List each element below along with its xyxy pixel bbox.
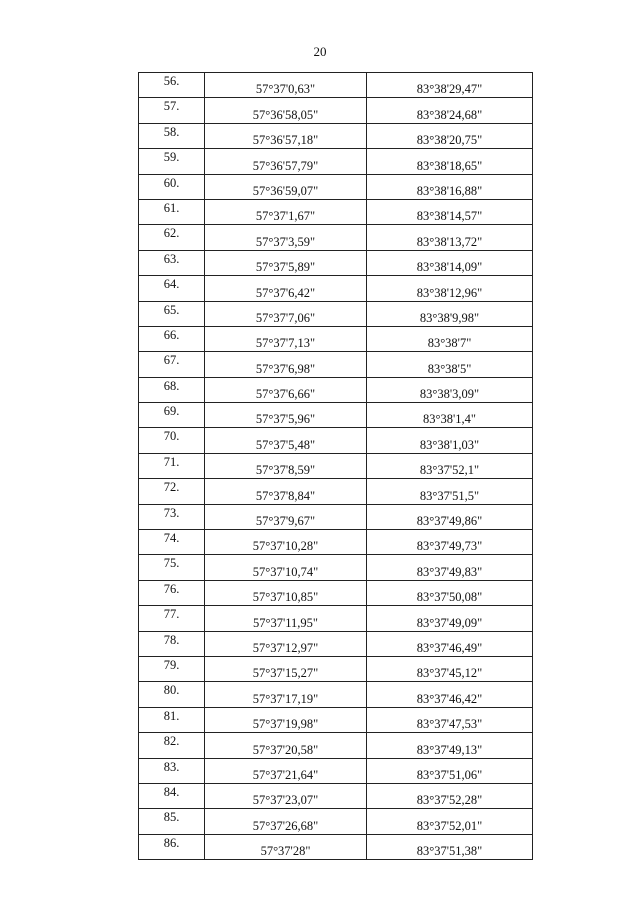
latitude-cell: 57°37'5,96" bbox=[205, 403, 367, 428]
longitude-cell: 83°38'14,09" bbox=[367, 250, 533, 275]
point-number-cell: 73. bbox=[139, 504, 205, 529]
point-number-cell: 69. bbox=[139, 403, 205, 428]
point-number-cell: 80. bbox=[139, 682, 205, 707]
latitude-cell: 57°37'10,85" bbox=[205, 580, 367, 605]
point-number-cell: 56. bbox=[139, 73, 205, 98]
latitude-cell: 57°37'23,07" bbox=[205, 783, 367, 808]
longitude-cell: 83°37'46,42" bbox=[367, 682, 533, 707]
latitude-cell: 57°37'26,68" bbox=[205, 809, 367, 834]
longitude-cell: 83°38'1,4" bbox=[367, 403, 533, 428]
longitude-cell: 83°37'51,5" bbox=[367, 479, 533, 504]
longitude-cell: 83°38'1,03" bbox=[367, 428, 533, 453]
latitude-cell: 57°36'58,05" bbox=[205, 98, 367, 123]
longitude-cell: 83°38'12,96" bbox=[367, 276, 533, 301]
table-row bbox=[139, 428, 533, 453]
latitude-cell: 57°36'57,18" bbox=[205, 123, 367, 148]
point-number-cell: 60. bbox=[139, 174, 205, 199]
table-row bbox=[139, 783, 533, 808]
latitude-cell: 57°37'5,48" bbox=[205, 428, 367, 453]
table-row bbox=[139, 555, 533, 580]
point-number-cell: 57. bbox=[139, 98, 205, 123]
longitude-cell: 83°37'47,53" bbox=[367, 707, 533, 732]
table-row bbox=[139, 504, 533, 529]
table-row bbox=[139, 98, 533, 123]
longitude-cell: 83°38'29,47" bbox=[367, 73, 533, 98]
longitude-cell: 83°37'51,06" bbox=[367, 758, 533, 783]
point-number-cell: 67. bbox=[139, 352, 205, 377]
longitude-cell: 83°37'49,86" bbox=[367, 504, 533, 529]
table-row bbox=[139, 479, 533, 504]
table-row bbox=[139, 631, 533, 656]
table-row bbox=[139, 73, 533, 98]
point-number-cell: 62. bbox=[139, 225, 205, 250]
table-row bbox=[139, 758, 533, 783]
latitude-cell: 57°37'11,95" bbox=[205, 606, 367, 631]
table-row bbox=[139, 733, 533, 758]
longitude-cell: 83°38'5" bbox=[367, 352, 533, 377]
table-row bbox=[139, 301, 533, 326]
longitude-cell: 83°37'51,38" bbox=[367, 834, 533, 859]
latitude-cell: 57°37'21,64" bbox=[205, 758, 367, 783]
latitude-cell: 57°37'1,67" bbox=[205, 199, 367, 224]
page-number: 20 bbox=[313, 44, 327, 59]
longitude-cell: 83°37'49,13" bbox=[367, 733, 533, 758]
longitude-cell: 83°38'3,09" bbox=[367, 377, 533, 402]
point-number-cell: 75. bbox=[139, 555, 205, 580]
point-number-cell: 83. bbox=[139, 758, 205, 783]
longitude-cell: 83°38'9,98" bbox=[367, 301, 533, 326]
latitude-cell: 57°37'6,42" bbox=[205, 276, 367, 301]
point-number-cell: 68. bbox=[139, 377, 205, 402]
longitude-cell: 83°38'18,65" bbox=[367, 149, 533, 174]
latitude-cell: 57°37'20,58" bbox=[205, 733, 367, 758]
longitude-cell: 83°38'7" bbox=[367, 326, 533, 351]
point-number-cell: 81. bbox=[139, 707, 205, 732]
point-number-cell: 84. bbox=[139, 783, 205, 808]
longitude-cell: 83°38'14,57" bbox=[367, 199, 533, 224]
longitude-cell: 83°37'50,08" bbox=[367, 580, 533, 605]
latitude-cell: 57°37'6,66" bbox=[205, 377, 367, 402]
point-number-cell: 71. bbox=[139, 453, 205, 478]
table-row bbox=[139, 707, 533, 732]
point-number-cell: 59. bbox=[139, 149, 205, 174]
table-row bbox=[139, 530, 533, 555]
table-row bbox=[139, 580, 533, 605]
point-number-cell: 85. bbox=[139, 809, 205, 834]
latitude-cell: 57°37'17,19" bbox=[205, 682, 367, 707]
longitude-cell: 83°37'49,83" bbox=[367, 555, 533, 580]
table-row bbox=[139, 225, 533, 250]
longitude-cell: 83°37'52,1" bbox=[367, 453, 533, 478]
table-row bbox=[139, 606, 533, 631]
latitude-cell: 57°37'5,89" bbox=[205, 250, 367, 275]
latitude-cell: 57°37'3,59" bbox=[205, 225, 367, 250]
point-number-cell: 58. bbox=[139, 123, 205, 148]
point-number-cell: 86. bbox=[139, 834, 205, 859]
table-row bbox=[139, 123, 533, 148]
longitude-cell: 83°37'46,49" bbox=[367, 631, 533, 656]
longitude-cell: 83°38'13,72" bbox=[367, 225, 533, 250]
latitude-cell: 57°37'19,98" bbox=[205, 707, 367, 732]
table-row bbox=[139, 199, 533, 224]
table-row bbox=[139, 453, 533, 478]
latitude-cell: 57°37'15,27" bbox=[205, 656, 367, 681]
table-row bbox=[139, 377, 533, 402]
table-row bbox=[139, 326, 533, 351]
latitude-cell: 57°37'10,28" bbox=[205, 530, 367, 555]
table-row bbox=[139, 250, 533, 275]
coordinates-table-body bbox=[139, 73, 533, 860]
point-number-cell: 77. bbox=[139, 606, 205, 631]
point-number-cell: 76. bbox=[139, 580, 205, 605]
point-number-cell: 64. bbox=[139, 276, 205, 301]
point-number-cell: 74. bbox=[139, 530, 205, 555]
point-number-cell: 70. bbox=[139, 428, 205, 453]
point-number-cell: 79. bbox=[139, 656, 205, 681]
longitude-cell: 83°37'49,73" bbox=[367, 530, 533, 555]
longitude-cell: 83°37'49,09" bbox=[367, 606, 533, 631]
table-row bbox=[139, 403, 533, 428]
table-row bbox=[139, 149, 533, 174]
longitude-cell: 83°37'52,01" bbox=[367, 809, 533, 834]
latitude-cell: 57°37'7,13" bbox=[205, 326, 367, 351]
latitude-cell: 57°37'8,59" bbox=[205, 453, 367, 478]
latitude-cell: 57°37'6,98" bbox=[205, 352, 367, 377]
table-row bbox=[139, 656, 533, 681]
point-number-cell: 61. bbox=[139, 199, 205, 224]
longitude-cell: 83°37'52,28" bbox=[367, 783, 533, 808]
longitude-cell: 83°38'24,68" bbox=[367, 98, 533, 123]
table-row bbox=[139, 276, 533, 301]
point-number-cell: 65. bbox=[139, 301, 205, 326]
table-row bbox=[139, 834, 533, 859]
coordinates-table bbox=[138, 72, 533, 860]
table-row bbox=[139, 174, 533, 199]
table-row bbox=[139, 682, 533, 707]
latitude-cell: 57°36'59,07" bbox=[205, 174, 367, 199]
latitude-cell: 57°37'28" bbox=[205, 834, 367, 859]
latitude-cell: 57°37'10,74" bbox=[205, 555, 367, 580]
latitude-cell: 57°37'8,84" bbox=[205, 479, 367, 504]
latitude-cell: 57°37'12,97" bbox=[205, 631, 367, 656]
point-number-cell: 63. bbox=[139, 250, 205, 275]
latitude-cell: 57°36'57,79" bbox=[205, 149, 367, 174]
latitude-cell: 57°37'0,63" bbox=[205, 73, 367, 98]
point-number-cell: 82. bbox=[139, 733, 205, 758]
point-number-cell: 72. bbox=[139, 479, 205, 504]
longitude-cell: 83°38'16,88" bbox=[367, 174, 533, 199]
point-number-cell: 66. bbox=[139, 326, 205, 351]
table-row bbox=[139, 352, 533, 377]
longitude-cell: 83°37'45,12" bbox=[367, 656, 533, 681]
point-number-cell: 78. bbox=[139, 631, 205, 656]
longitude-cell: 83°38'20,75" bbox=[367, 123, 533, 148]
latitude-cell: 57°37'9,67" bbox=[205, 504, 367, 529]
table-row bbox=[139, 809, 533, 834]
latitude-cell: 57°37'7,06" bbox=[205, 301, 367, 326]
